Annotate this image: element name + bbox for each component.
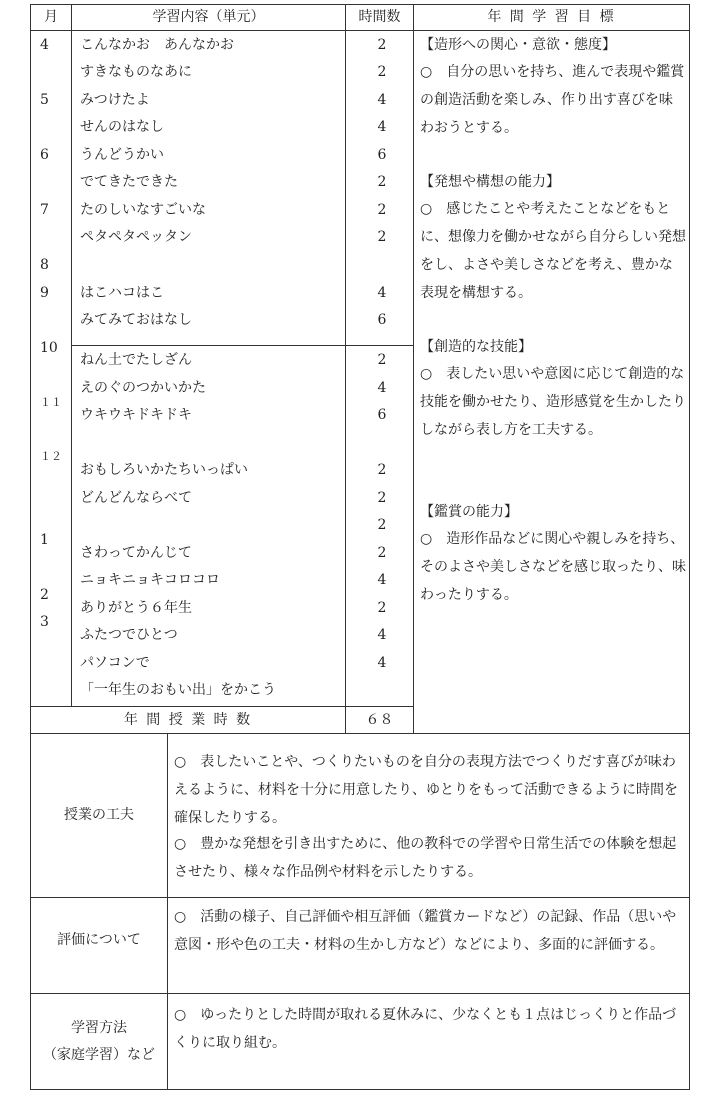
goal-text: ○ 表したい思いや意図に応じて創造的な技能を働かせたり、造形感覚を生かしたりしながら表し方を工夫する。 bbox=[420, 366, 686, 438]
unit-hours: 4 bbox=[377, 627, 387, 643]
month-label: 6 bbox=[40, 147, 49, 163]
month-label: 3 bbox=[40, 614, 49, 630]
unit-label: ふたつでひとつ bbox=[80, 627, 178, 643]
unit-label: ねん土でたしざん bbox=[80, 352, 192, 368]
goal-text: ○ 感じたことや考えたことなどをもとに、想像力を働かせながら自分らしい発想をし、よさや美しさなどを考え、豊かな表現を構想する。 bbox=[420, 201, 686, 301]
goal-title: 【創造的な技能】 bbox=[420, 339, 532, 355]
unit-label: こんなかお あんなかお bbox=[80, 37, 234, 53]
unit-label: すきなものなあに bbox=[80, 64, 192, 80]
unit-label: みつけたよ bbox=[80, 92, 150, 108]
header-goals: 年 間 学 習 目 標 bbox=[487, 9, 616, 25]
unit-hours: 4 bbox=[377, 119, 387, 135]
unit-hours: 4 bbox=[377, 380, 387, 396]
section-label: 授業の工夫 bbox=[64, 807, 134, 823]
unit-hours: 4 bbox=[377, 655, 387, 671]
unit-hours: 2 bbox=[377, 545, 387, 561]
total-hours-label: 年 間 授 業 時 数 bbox=[123, 712, 253, 728]
goal-title: 【造形への関心・意欲・態度】 bbox=[420, 37, 616, 53]
header-content: 学習内容（単元） bbox=[152, 9, 265, 25]
unit-label: パソコンで bbox=[80, 655, 150, 671]
section-label: 学習方法 bbox=[71, 1020, 127, 1036]
section-label: 評価について bbox=[57, 932, 141, 948]
unit-label: さわってかんじて bbox=[80, 545, 192, 561]
month-label: １１ bbox=[40, 396, 62, 409]
month-label: 2 bbox=[40, 587, 49, 603]
month-label: 9 bbox=[40, 285, 49, 301]
unit-hours: 2 bbox=[377, 600, 387, 616]
unit-hours: 4 bbox=[377, 572, 387, 588]
section-paragraph: ○ 豊かな発想を引き出すために、他の教科での学習や日常生活での体験を想起させたり、様々な作品例や材料を示したりする。 bbox=[174, 836, 677, 880]
goal-title: 【鑑賞の能力】 bbox=[420, 504, 518, 520]
unit-hours: 4 bbox=[377, 285, 387, 301]
unit-label: ウキウキドキドキ bbox=[80, 407, 192, 423]
month-label: 5 bbox=[40, 92, 49, 108]
month-label: 4 bbox=[40, 37, 49, 53]
unit-label: たのしいなすごいな bbox=[80, 202, 206, 218]
unit-label: ありがとう６年生 bbox=[80, 600, 192, 616]
unit-hours: 2 bbox=[377, 174, 387, 190]
unit-label: えのぐのつかいかた bbox=[80, 380, 206, 396]
unit-hours: 6 bbox=[377, 407, 387, 423]
header-month: 月 bbox=[44, 9, 58, 25]
month-label: 10 bbox=[40, 340, 58, 356]
unit-hours: 4 bbox=[377, 92, 387, 108]
unit-hours: 2 bbox=[377, 229, 387, 245]
month-label: 7 bbox=[40, 202, 49, 218]
unit-hours: 2 bbox=[377, 202, 387, 218]
goal-text: ○ 自分の思いを持ち、進んで表現や鑑賞の創造活動を楽しみ、作り出す喜びを味わおうとする。 bbox=[420, 64, 685, 136]
unit-label: おもしろいかたちいっぱい bbox=[80, 462, 248, 478]
unit-hours: 2 bbox=[377, 352, 387, 368]
unit-label: うんどうかい bbox=[80, 147, 164, 163]
unit-label: はこハコはこ bbox=[80, 285, 164, 301]
unit-label: ニョキニョキコロコロ bbox=[80, 572, 220, 588]
unit-hours: 6 bbox=[377, 147, 387, 163]
unit-label: 「一年生のおもい出」をかこう bbox=[80, 682, 276, 698]
section-label: （家庭学習）など bbox=[43, 1047, 155, 1063]
unit-label: でてきたできた bbox=[80, 174, 178, 190]
total-hours-value: ６８ bbox=[365, 712, 394, 728]
goal-title: 【発想や構想の能力】 bbox=[420, 174, 560, 190]
section-paragraph: ○ ゆったりとした時間が取れる夏休みに、少なくとも１点はじっくりと作品づくりに取り組む。 bbox=[174, 1007, 677, 1051]
unit-label: みてみておはなし bbox=[80, 312, 192, 328]
month-label: 1 bbox=[40, 532, 49, 548]
unit-label: せんのはなし bbox=[80, 119, 164, 135]
unit-hours: 6 bbox=[377, 312, 387, 328]
month-label: １２ bbox=[40, 450, 62, 463]
section-paragraph: ○ 表したいことや、つくりたいものを自分の表現方法でつくりだす喜びが味わえるように、材料を十分に用意したり、ゆとりをもって活動できるように時間を確保したりする。 bbox=[174, 754, 678, 826]
goal-text: ○ 造形作品などに関心や親しみを持ち、そのよさや美しさなどを感じ取ったり、味わったりする。 bbox=[420, 531, 686, 603]
unit-hours: 2 bbox=[377, 490, 387, 506]
section-paragraph: ○ 活動の様子、自己評価や相互評価（鑑賞カードなど）の記録、作品（思いや意図・形や色の工夫・材料の生かし方など）などにより、多面的に評価する。 bbox=[174, 909, 677, 953]
month-label: 8 bbox=[40, 257, 49, 273]
unit-label: どんどんならべて bbox=[80, 490, 192, 506]
unit-hours: 2 bbox=[377, 462, 387, 478]
unit-label: ペタペタペッタン bbox=[80, 229, 192, 245]
unit-hours: 2 bbox=[377, 37, 387, 53]
unit-hours: 2 bbox=[377, 64, 387, 80]
header-hours: 時間数 bbox=[358, 9, 401, 25]
unit-hours: 2 bbox=[377, 517, 387, 533]
